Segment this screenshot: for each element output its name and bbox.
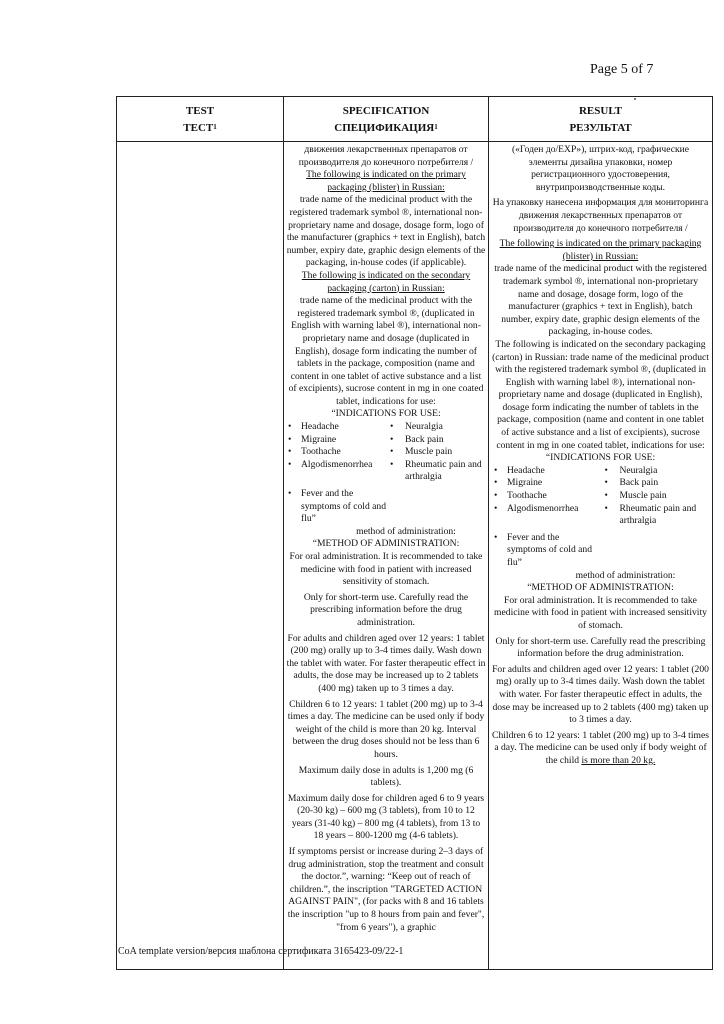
list-item: • Algodismenorrhea [286, 459, 384, 484]
list-item: • Rheumatic pain and arthralgia [388, 459, 486, 484]
list-item: • Migraine [286, 434, 384, 447]
specification-table [116, 96, 713, 970]
result-primary-text: trade name of the medicinal product with the registered trademark symbol ®, international non-proprietary name and dosage, dosage form, logo of the manufacturer (graphics + text in English), batch number, expiry date, graphic design elements of the packaging, in-house codes. [494, 263, 707, 338]
list-item: • Back pain [603, 477, 710, 490]
spec-indications-title: “INDICATIONS FOR USE: [331, 408, 441, 420]
spec-m2: Only for short-term use. Carefully read the prescribing information before the drug administration. [303, 591, 469, 628]
spec-m7: If symptoms persist or increase during 2–3 days of drug administration, stop the treatment and consult the doctor.”, warning: “Keep out of reach of children.”, the inscription "TARGETED ACTION AGAINST PAIN", (for packs with 8 and 16 tablets the inscription "up to 8 hours from pain and fever", "from 6 years"), a graphic [287, 846, 485, 933]
spec-indication-fever [286, 488, 386, 526]
test-header [117, 97, 284, 142]
result-primary-heading: The following is indicated on the primary packaging (blister) in Russian: [499, 238, 702, 262]
result-m3: For adults and children aged over 12 years: 1 tablet (200 mg) orally up to 3-4 times daily. Wash down the tablet with water. For faster therapeutic effect in adults, the dose may be increased up to 2 tablets (400 mg) taken up to 3 times a day. [492, 663, 709, 726]
list-item: • Neuralgia [388, 421, 486, 434]
spec-primary-heading: The following is indicated on the primary packaging (blister) in Russian: [306, 169, 466, 193]
result-indications-title: “INDICATIONS FOR USE: [545, 452, 656, 464]
spec-m1: For oral administration. It is recommended to take medicine with food in patient with increased sensitivity of stomach. [289, 551, 483, 588]
spec-m6: Maximum daily dose for children aged 6 to 9 years (20-30 kg) – 600 mg (3 tablets), from 10 to 12 years (31-40 kg) – 800 mg (4 tablets), from 13 to 18 years – 800-1200 mg (4-6 tablets). [287, 792, 485, 842]
list-item: • Back pain [388, 434, 486, 447]
spec-m5: Maximum daily dose in adults is 1,200 mg (6 tablets). [298, 764, 474, 789]
list-item: • Muscle pain [388, 446, 486, 459]
spec-m3: For adults and children aged over 12 years: 1 tablet (200 mg) orally up to 3-4 times daily. Wash down the tablet with water. For faster therapeutic effect in adults, the dose may be increased up to 2 tablets (400 mg) taken up to 3 times a day. [286, 632, 486, 694]
spec-p1: движения лекарственных препаратов от производителя до конечного потребителя / [298, 144, 474, 168]
result-header [489, 97, 713, 142]
spec-header [284, 97, 489, 142]
test-header-en: TEST [185, 105, 215, 117]
list-item: • Migraine [492, 477, 599, 490]
list-item: • Headache [286, 421, 384, 434]
content-row [117, 142, 713, 970]
list-item: • Toothache [492, 490, 599, 503]
result-p1: («Годен до/EXP»), штрих-код, графические элементы дизайна упаковки, номер регистрационного удостоверения, внутрипроизводственные коды. [511, 144, 690, 193]
list-item: • Headache [492, 465, 599, 478]
list-item: • Rheumatic pain and arthralgia [603, 503, 710, 528]
spec-method-intro: method of administration: [356, 525, 456, 537]
spec-primary-text: trade name of the medicinal product with the registered trademark symbol ®, international non-proprietary name and dosage, dosage form, logo of the manufacturer (graphics + text in English), batch number, expiry date, graphic design elements of the packaging, in-house codes (if applicable). [286, 194, 486, 269]
result-secondary-text: The following is indicated on the secondary packaging (carton) in Russian: trade name of the medicinal product with the registered trademark symbol ®, (duplicated in English with warning label ®), international non-proprietary name and dosage (duplicated in English), dosage form indicating the number of tablets in the package, composition (name and content in one tablet of active substance and a list of excipients), sucrose content in mg in one coated tablet, indications for use: [492, 338, 709, 451]
list-item: • Fever and the symptoms of cold and flu” [492, 532, 601, 570]
result-m4 [492, 730, 709, 768]
result-m4-text: Children 6 to 12 years: 1 tablet (200 mg) up to 3-4 times a day. The medicine can be used only if body weight of the child [492, 729, 709, 766]
page-number: Page 5 of 7 [590, 62, 654, 77]
result-m1: For oral administration. It is recommended to take medicine with food in patient with increased sensitivity of stomach. [494, 594, 707, 631]
result-header-en: RESULT [578, 105, 622, 117]
list-item: • Muscle pain [603, 490, 710, 503]
spec-m4: Children 6 to 12 years: 1 tablet (200 mg) up to 3-4 times a day. The medicine can be used only if body weight of the child is more than 20 kg. Interval between the drug doses should not be less than 6 hours. [287, 698, 485, 760]
spec-indications-list [286, 421, 486, 484]
result-m4-underlined: is more than 20 kg. [581, 754, 656, 766]
result-p2: На упаковку нанесена информация для мониторинга движения лекарственных препаратов от производителя до конечного потребителя / [492, 197, 709, 234]
spec-secondary-heading: The following is indicated on the secondary packaging (carton) in Russian: [301, 269, 471, 294]
specification-cell [284, 142, 489, 970]
spec-header-en: SPECIFICATION [342, 105, 430, 117]
spec-method-title: “METHOD OF ADMINISTRATION: [312, 538, 460, 550]
list-item: • Toothache [286, 446, 384, 459]
result-method-intro: method of administration: [575, 569, 676, 581]
list-item: • Neuralgia [603, 465, 710, 478]
list-item: • Algodismenorrhea [492, 503, 599, 528]
test-cell [117, 142, 284, 970]
test-header-ru: ТЕСТ$^1$ [183, 122, 217, 134]
spec-header-ru: СПЕЦИФИКАЦИЯ$^1$ [334, 122, 438, 134]
result-indication-fever [492, 532, 601, 570]
list-item: • Fever and the symptoms of cold and flu” [286, 488, 386, 526]
spec-secondary-text: trade name of the medicinal product with the registered trademark symbol ®, (duplicated in English with warning label ®), international non-proprietary name and dosage (duplicated in English), dosage form indicating the number of tablets in the package, composition (name and content in one tablet of active substance and a list of excipients), sucrose content in mg in one coated tablet, indications for use: [288, 295, 484, 407]
result-method-title: “METHOD OF ADMINISTRATION: [527, 582, 674, 594]
result-m2: Only for short-term use. Carefully read the prescribing information before the drug administration. [495, 635, 706, 660]
result-header-ru: РЕЗУЛЬТАТ [569, 122, 632, 134]
footer-template-version: CoA template version/версия шаблона сертификата 3165423-09/22-1 [118, 946, 404, 957]
header-row [117, 97, 713, 142]
result-indications-list [492, 465, 709, 528]
result-cell [489, 142, 713, 970]
